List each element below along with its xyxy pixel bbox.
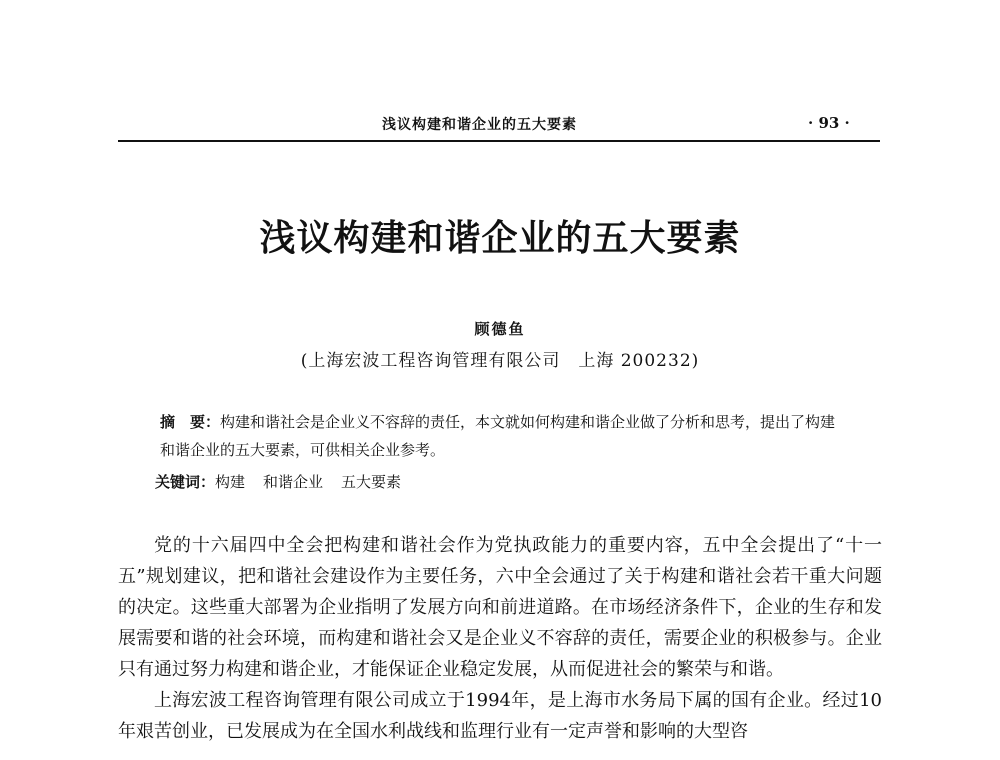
page-number: · 93 · <box>808 114 850 132</box>
author-affiliation: (上海宏波工程咨询管理有限公司 上海 200232) <box>300 351 700 371</box>
keywords-label: 关键词： <box>155 473 216 491</box>
body-text <box>118 530 882 747</box>
keyword: 五大要素 <box>341 473 402 491</box>
running-head <box>0 114 1000 138</box>
running-title: 浅议构建和谐企业的五大要素 <box>382 117 577 133</box>
abstract <box>160 408 840 464</box>
header-rule <box>118 140 880 142</box>
abstract-text: 构建和谐社会是企业义不容辞的责任，本文就如何构建和谐企业做了分析和思考，提出了构建和谐企业的五大要素，可供相关企业参考。 <box>160 413 836 459</box>
keywords <box>155 468 855 496</box>
keyword: 和谐企业 <box>263 473 324 491</box>
abstract-label: 摘 要： <box>160 413 221 431</box>
body-paragraph: 上海宏波工程咨询管理有限公司成立于1994年，是上海市水务局下属的国有企业。经过10年艰苦创业，已发展成为在全国水利战线和监理行业有一定声誉和影响的大型咨 <box>118 690 882 742</box>
body-paragraph: 党的十六届四中全会把构建和谐社会作为党执政能力的重要内容，五中全会提出了“十一五”规划建议，把和谐社会建设作为主要任务，六中全会通过了关于构建和谐社会若干重大问题的决定。这些重大部署为企业指明了发展方向和前进道路。在市场经济条件下，企业的生存和发展需要和谐的社会环境，而构建和谐社会又是企业义不容辞的责任，需要企业的积极参与。企业只有通过努力构建和谐企业，才能保证企业稳定发展，从而促进社会的繁荣与和谐。 <box>118 535 882 680</box>
article-title: 浅议构建和谐企业的五大要素 <box>259 217 741 259</box>
author-name: 顾德鱼 <box>474 320 526 338</box>
keyword: 构建 <box>215 473 246 491</box>
